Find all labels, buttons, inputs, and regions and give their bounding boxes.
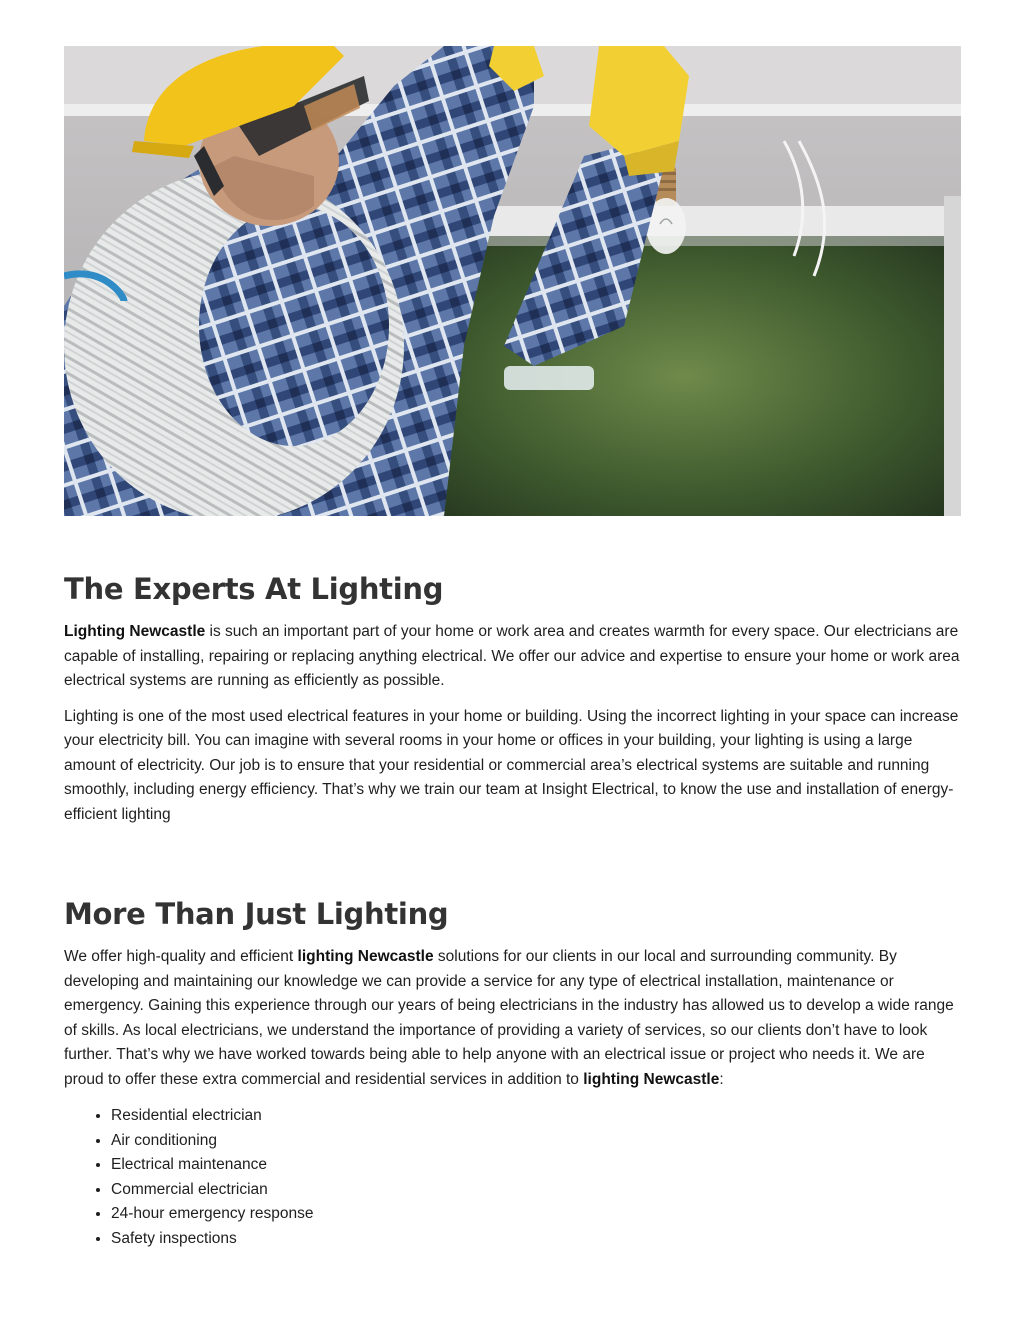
list-item: • Electrical maintenance [111, 1153, 961, 1178]
list-item: • Commercial electrician [111, 1178, 961, 1203]
keyword-lighting-newcastle: Lighting Newcastle [64, 623, 206, 640]
list-item: • 24-hour emergency response [111, 1202, 961, 1227]
paragraph-text: : [719, 1070, 724, 1088]
paragraph-experts-detail: Lighting is one of the most used electrical features in your home or building. Using the incorrect lighting in your space can increase your electricity bill. You can imagine with several rooms in your home or offices in your building, your lighting is using a large amount of electricity. Our job is to ensure that your residential or commercial area’s electrical systems are suitable and running smoothly, including energy efficiency. That’s why we train our team at Insight Electrical, to know the use and installation of energy-efficient lighting [64, 707, 959, 823]
keyword-lighting-newcastle: lighting Newcastle [297, 948, 434, 965]
section-heading-more: More Than Just Lighting [64, 897, 449, 931]
paragraph-more-intro [64, 945, 961, 1092]
paragraph-text: solutions for our clients in our local and surrounding community. By developing and maintaining our knowledge we can provide a service for any type of electrical installation, maintenance or emergency. Gaining this experience through our years of being electricians in the industry has allowed us to develop a wide range of skills. As local electricians, we understand the importance of providing a variety of services, so our clients don’t have to look further. That’s why we have worked towards being able to help anyone with an electrical issue or project who needs it. We are proud to offer these extra commercial and residential services in addition to [64, 948, 954, 1088]
services-list [64, 1104, 961, 1251]
electrician-hero-image [64, 46, 961, 516]
keyword-lighting-newcastle: lighting Newcastle [583, 1070, 720, 1088]
paragraph-text: is such an important part of your home or work area and creates warmth for every space. Our electricians are capable of installing, repairing or replacing anything electrical. We offer our advice and expertise to ensure your home or work area electrical systems are running as efficiently as possible. [64, 623, 960, 689]
list-item: • Air conditioning [111, 1129, 961, 1154]
paragraph-experts-intro [64, 620, 961, 694]
paragraph-text: We offer high-quality and efficient [64, 948, 298, 965]
list-item: • Residential electrician [111, 1104, 961, 1129]
section-heading-experts: The Experts At Lighting [64, 572, 444, 606]
list-item: • Safety inspections [111, 1227, 961, 1252]
page-content [64, 46, 961, 1251]
